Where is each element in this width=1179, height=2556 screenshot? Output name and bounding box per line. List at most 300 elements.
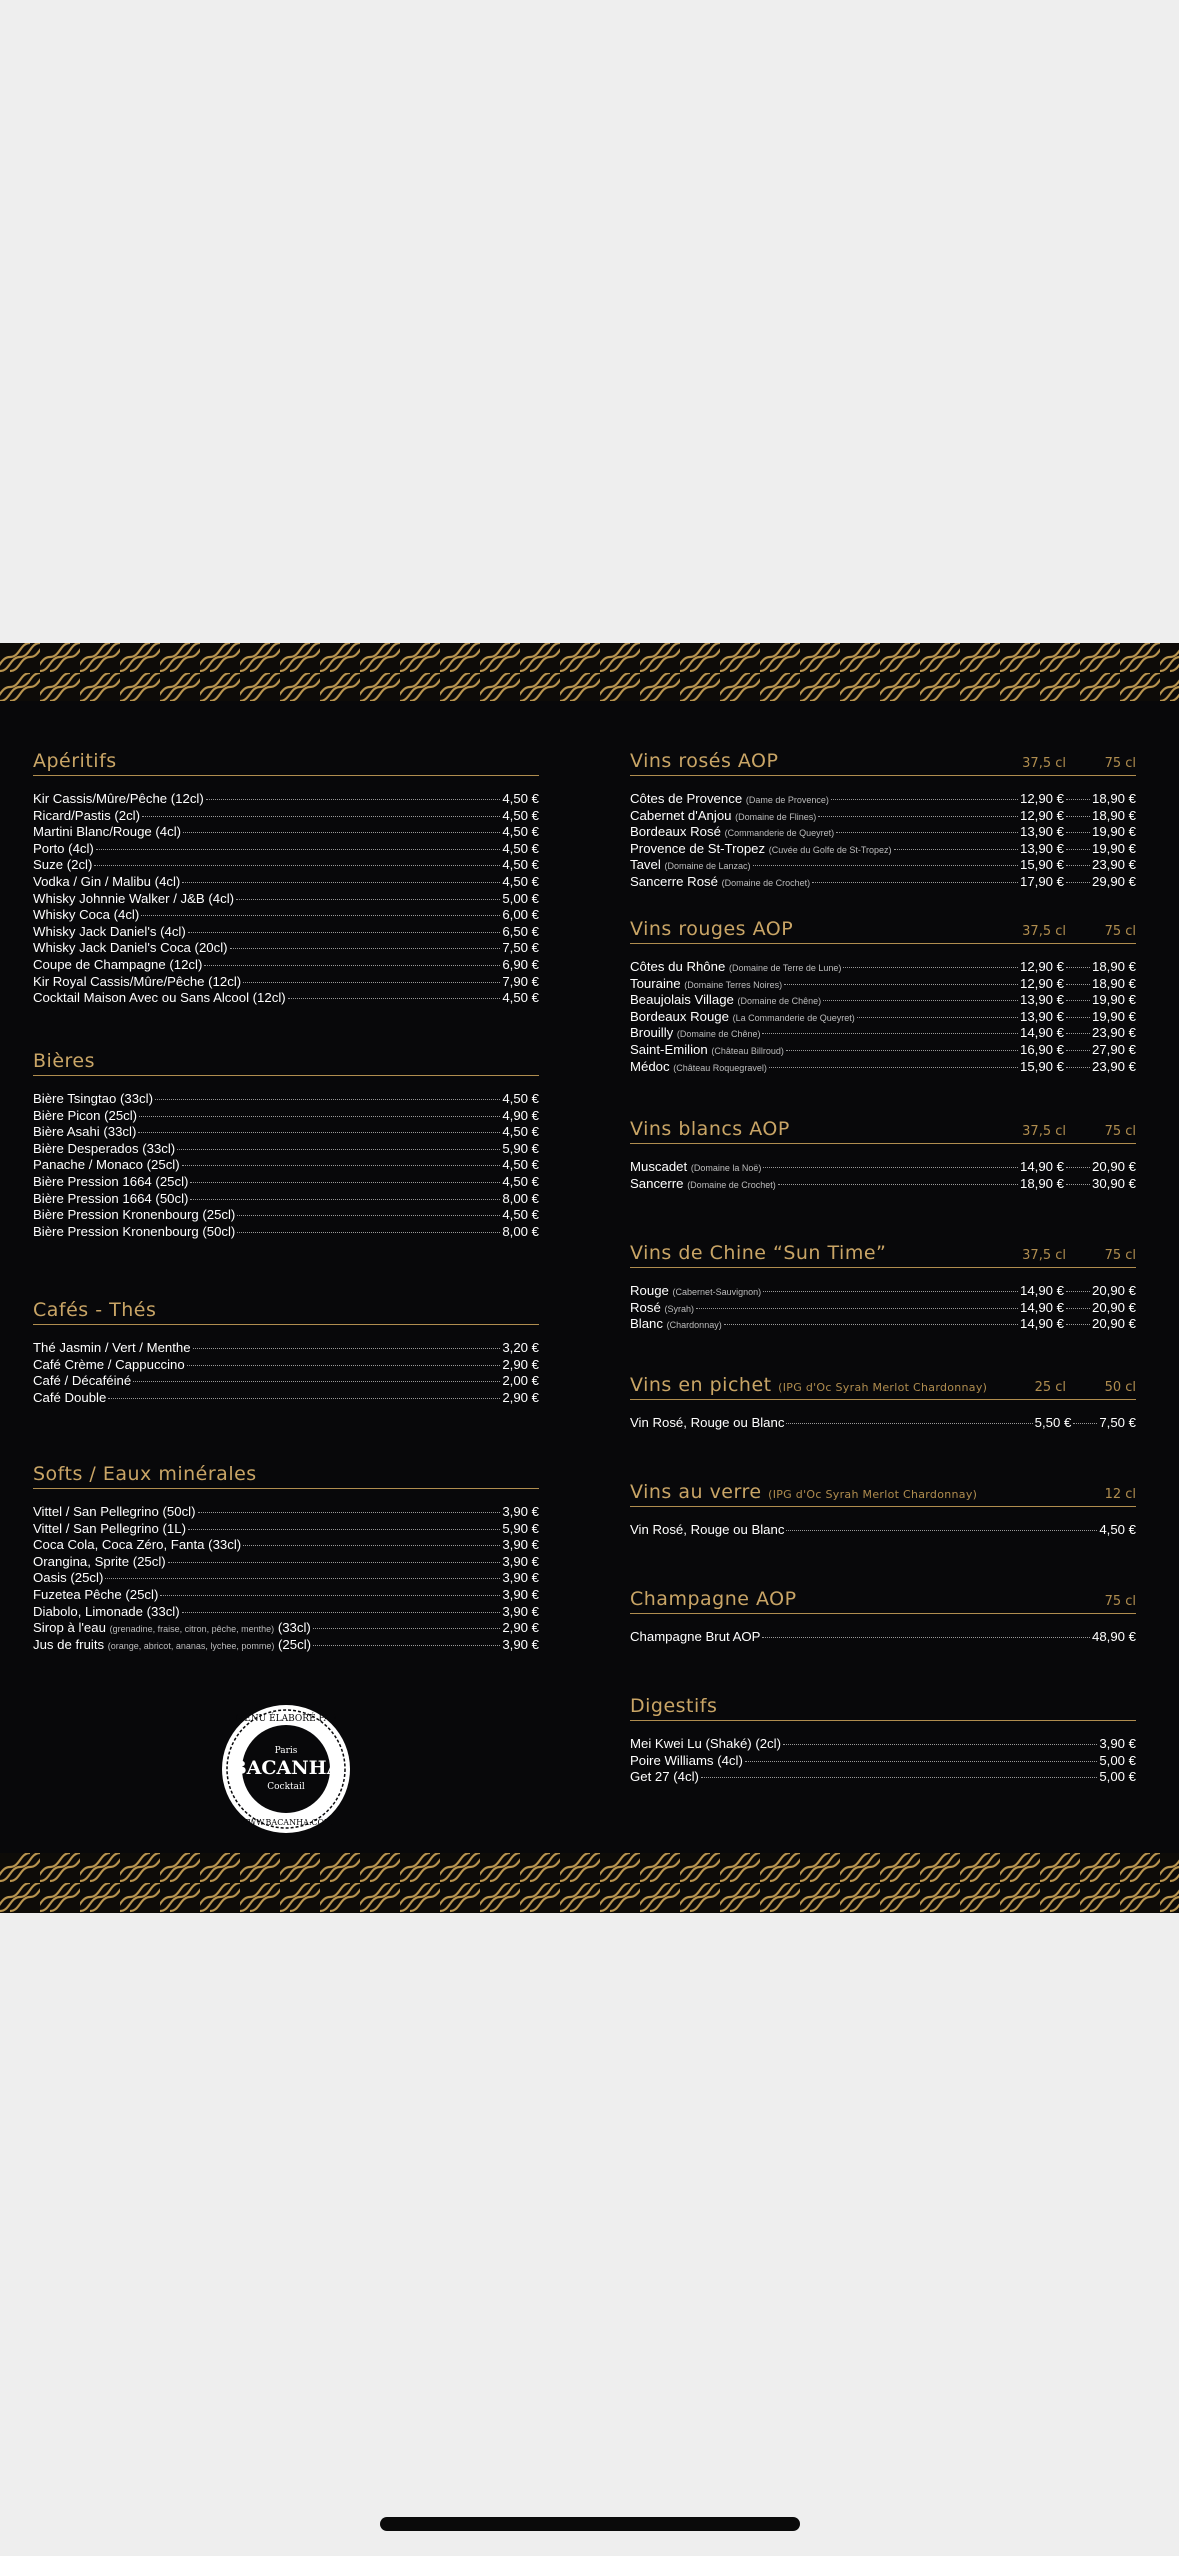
- item-price: 4,50 €: [502, 791, 539, 806]
- menu-item: [630, 1042, 1136, 1059]
- item-price: 3,90 €: [502, 1586, 539, 1602]
- item-name: [33, 940, 228, 955]
- menu-item: [630, 1025, 1136, 1042]
- item-name-text: Bière Tsingtao (33cl): [33, 1091, 153, 1106]
- dot-leader: [696, 1308, 1018, 1309]
- item-name-text: Martini Blanc/Rouge (4cl): [33, 824, 182, 840]
- section-title: Softs / Eaux minérales: [33, 1463, 257, 1485]
- item-price: 4,50 €: [502, 807, 539, 823]
- dot-leader: [236, 899, 500, 900]
- item-price: 3,90 €: [502, 1603, 539, 1619]
- column-size-1: 37,5 cl: [1022, 756, 1066, 771]
- item-name-text: Bière Pression Kronenbourg (25cl): [33, 1207, 236, 1223]
- item-name-text: Vin Rosé, Rouge ou Blanc: [630, 1522, 785, 1537]
- item-name-text: Get 27 (4cl): [630, 1769, 699, 1785]
- wave-pattern-bottom: [0, 1853, 1179, 1913]
- item-name: [33, 1091, 153, 1106]
- item-price-small: 12,90 €: [1020, 959, 1064, 974]
- section-title: [630, 750, 778, 772]
- item-suffix: (33cl): [274, 1620, 311, 1636]
- menu-item: [33, 1124, 539, 1141]
- dot-leader: [836, 832, 1018, 833]
- column-size-2: 75 cl: [1104, 1594, 1136, 1609]
- item-price: 6,90 €: [502, 956, 539, 972]
- item-price-large: 23,90 €: [1092, 857, 1136, 873]
- menu-section: [630, 1239, 1136, 1333]
- menu-item: [33, 1554, 539, 1571]
- item-price: 4,50 €: [502, 1173, 539, 1189]
- item-name: [630, 1316, 722, 1331]
- item-note: (Cuvée du Golfe de St-Tropez): [768, 844, 892, 855]
- section-title-text: Champagne AOP: [630, 1588, 797, 1610]
- item-price: 3,90 €: [502, 1553, 539, 1569]
- item-name: [33, 1587, 158, 1602]
- logo-ring-text: MENU ÉLABORÉ PAR: [234, 1714, 338, 1724]
- item-name-text: Provence de St-Tropez: [630, 840, 766, 856]
- dot-leader: [160, 1595, 500, 1596]
- menu-section: [33, 1047, 539, 1240]
- item-name-text: Café Double: [33, 1389, 107, 1405]
- section-header: [630, 1115, 1136, 1144]
- item-price: 4,50 €: [502, 1157, 539, 1173]
- item-name-text: Whisky Jack Daniel's Coca (20cl): [33, 940, 228, 956]
- dot-leader: [786, 1530, 1097, 1531]
- logo-name: BACANHA: [230, 1757, 342, 1779]
- column-size-2: 50 cl: [1104, 1380, 1136, 1395]
- item-name-text: Cocktail Maison Avec ou Sans Alcool (12cl): [33, 990, 286, 1006]
- item-price: 2,90 €: [502, 1389, 539, 1405]
- item-note: (Dame de Provence): [745, 795, 829, 805]
- item-name-text: Rouge: [630, 1283, 669, 1298]
- dot-leader: [133, 1381, 500, 1382]
- dot-leader: [778, 1184, 1018, 1185]
- menu-item: [33, 1504, 539, 1521]
- item-name-text: Saint-Emilion: [630, 1041, 708, 1057]
- item-price: 4,50 €: [502, 1124, 539, 1140]
- dot-leader: [206, 799, 501, 800]
- dot-leader: [786, 1423, 1032, 1424]
- item-name-text: Café / Décaféiné: [33, 1373, 132, 1389]
- item-name-text: Whisky Johnnie Walker / J&B (4cl): [33, 890, 235, 906]
- dot-leader: [1073, 1423, 1097, 1424]
- item-name-text: Coca Cola, Coca Zéro, Fanta (33cl): [33, 1537, 242, 1553]
- item-name: [630, 1300, 694, 1315]
- dot-leader: [857, 1017, 1018, 1018]
- item-name: [33, 1373, 131, 1388]
- dot-leader: [138, 1132, 500, 1133]
- item-name: [33, 1390, 106, 1405]
- item-name: [630, 857, 751, 872]
- logo-url: WWW.BACANHA.COM: [239, 1818, 333, 1827]
- menu-item: [33, 990, 539, 1007]
- menu-item: [630, 1059, 1136, 1076]
- item-name-text: Touraine: [630, 975, 681, 991]
- menu-item: [33, 1207, 539, 1224]
- dot-leader: [701, 1777, 1097, 1778]
- item-price-large: 19,90 €: [1092, 840, 1136, 856]
- item-price-small: 14,90 €: [1020, 1159, 1064, 1174]
- menu-item: [33, 1340, 539, 1357]
- dot-leader: [177, 1149, 500, 1150]
- menu-item: [630, 1629, 1136, 1646]
- item-name-text: Sancerre: [630, 1175, 684, 1191]
- dot-leader: [894, 849, 1018, 850]
- menu-section: [33, 747, 539, 1007]
- menu-section: [630, 915, 1136, 1075]
- item-price: 3,90 €: [502, 1570, 539, 1586]
- section-title-text: Vins rosés AOP: [630, 750, 779, 772]
- item-price-large: 5,00 €: [1099, 1769, 1136, 1785]
- dot-leader: [1066, 1308, 1090, 1309]
- item-note: (Domaine de Flines): [735, 811, 817, 822]
- item-price-large: 27,90 €: [1092, 1041, 1136, 1057]
- item-name-text: Kir Cassis/Mûre/Pêche (12cl): [33, 791, 204, 806]
- menu-item: [33, 1108, 539, 1125]
- item-name-text: Bière Picon (25cl): [33, 1107, 138, 1123]
- dot-leader: [1066, 1324, 1090, 1325]
- menu-item: [33, 1537, 539, 1554]
- item-note: (Domaine de Chêne): [737, 996, 822, 1007]
- item-price-small: 12,90 €: [1020, 975, 1064, 991]
- item-name: [630, 1629, 760, 1644]
- item-name: [33, 1141, 175, 1156]
- section-subtitle: (IPG d'Oc Syrah Merlot Chardonnay): [768, 1488, 978, 1501]
- menu-image: [0, 643, 1179, 1913]
- item-name: [33, 824, 181, 839]
- menu-item: [33, 808, 539, 825]
- menu-item: [630, 1009, 1136, 1026]
- section-header: [630, 915, 1136, 944]
- item-name: [33, 808, 140, 823]
- item-price-large: 4,50 €: [1099, 1522, 1136, 1537]
- item-note: (Domaine de Crochet): [721, 877, 811, 888]
- item-name-text: Côtes du Rhône: [630, 959, 726, 974]
- dot-leader: [753, 865, 1018, 866]
- item-price: 4,50 €: [502, 840, 539, 856]
- menu-item: [630, 857, 1136, 874]
- item-name-text: Sancerre Rosé: [630, 873, 718, 889]
- item-name: [33, 1570, 103, 1585]
- dot-leader: [843, 967, 1018, 968]
- menu-item: [33, 1157, 539, 1174]
- dot-leader: [1066, 1033, 1090, 1034]
- column-size-1: 37,5 cl: [1022, 924, 1066, 939]
- item-price-large: 5,00 €: [1099, 1752, 1136, 1768]
- dot-leader: [784, 984, 1018, 985]
- item-name-text: Vittel / San Pellegrino (1L): [33, 1520, 186, 1536]
- item-name: [33, 1554, 166, 1569]
- item-name-text: Bière Pression Kronenbourg (50cl): [33, 1223, 236, 1239]
- item-note: (Syrah): [664, 1303, 694, 1314]
- item-name: [630, 1522, 784, 1537]
- section-header: [630, 1239, 1136, 1268]
- item-name-text: Blanc: [630, 1316, 663, 1332]
- item-price: 5,00 €: [502, 890, 539, 906]
- dot-leader: [1066, 865, 1090, 866]
- item-note: (Domaine de Lanzac): [664, 861, 751, 872]
- item-name: [33, 1174, 188, 1189]
- item-name: [630, 791, 829, 806]
- item-note: (Domaine de Chêne): [676, 1029, 761, 1040]
- dot-leader: [188, 932, 501, 933]
- item-price-small: 18,90 €: [1020, 1175, 1064, 1191]
- menu-item: [630, 808, 1136, 825]
- item-name-text: Kir Royal Cassis/Mûre/Pêche (12cl): [33, 973, 242, 989]
- item-name: [630, 976, 782, 991]
- item-price-small: 13,90 €: [1020, 824, 1064, 840]
- section-header: [630, 1585, 1136, 1614]
- menu-item: [33, 891, 539, 908]
- menu-item: [33, 957, 539, 974]
- menu-item: [33, 841, 539, 858]
- dot-leader: [105, 1578, 500, 1579]
- menu-item: [33, 1521, 539, 1538]
- dot-leader: [94, 865, 500, 866]
- section-title-text: Vins en pichet: [630, 1374, 772, 1396]
- item-price-large: 18,90 €: [1092, 975, 1136, 991]
- section-header: [33, 1047, 539, 1076]
- item-price-small: 14,90 €: [1020, 1316, 1064, 1332]
- item-name: [630, 1025, 760, 1040]
- item-name: [630, 1159, 761, 1174]
- menu-section: [630, 1371, 1136, 1432]
- menu-item: [33, 1224, 539, 1241]
- item-name-text: Vittel / San Pellegrino (50cl): [33, 1504, 196, 1519]
- item-name: [33, 1108, 137, 1123]
- item-price-small: 13,90 €: [1020, 1008, 1064, 1024]
- item-name-text: Médoc: [630, 1058, 670, 1074]
- bacanha-logo: [218, 1701, 354, 1837]
- menu-item: [33, 1091, 539, 1108]
- menu-section: [630, 1692, 1136, 1786]
- section-title: [630, 1588, 797, 1610]
- section-title: [630, 1695, 717, 1717]
- item-note: (Commanderie de Queyret): [724, 828, 835, 839]
- item-price-small: 14,90 €: [1020, 1025, 1064, 1041]
- menu-item: [630, 1176, 1136, 1193]
- item-name: [33, 1637, 311, 1652]
- home-indicator[interactable]: [380, 2517, 800, 2531]
- item-price-large: 20,90 €: [1092, 1283, 1136, 1298]
- dot-leader: [1066, 1050, 1090, 1051]
- menu-section: [630, 1478, 1136, 1539]
- menu-section: [630, 747, 1136, 891]
- item-name: [33, 1157, 180, 1172]
- item-price: 2,00 €: [502, 1373, 539, 1389]
- section-header: [630, 1478, 1136, 1507]
- menu-item: [33, 874, 539, 891]
- item-price-small: 16,90 €: [1020, 1041, 1064, 1057]
- item-name: [33, 907, 139, 922]
- menu-item: [33, 824, 539, 841]
- column-size-2: 12 cl: [1104, 1487, 1136, 1502]
- menu-item: [630, 1300, 1136, 1317]
- menu-item: [33, 1587, 539, 1604]
- dot-leader: [96, 849, 501, 850]
- dot-leader: [1066, 849, 1090, 850]
- item-name: [33, 1504, 196, 1519]
- section-title-text: Digestifs: [630, 1695, 718, 1717]
- item-name: [630, 1176, 776, 1191]
- column-size-2: 75 cl: [1104, 1124, 1136, 1139]
- item-price-large: 23,90 €: [1092, 1058, 1136, 1074]
- item-name-text: Whisky Jack Daniel's (4cl): [33, 923, 186, 939]
- item-price: 7,50 €: [502, 940, 539, 956]
- menu-item: [33, 1357, 539, 1374]
- item-name: [33, 891, 234, 906]
- item-name-text: Coupe de Champagne (12cl): [33, 956, 203, 972]
- dot-leader: [188, 1529, 500, 1530]
- item-name: [33, 1124, 136, 1139]
- item-price-large: 18,90 €: [1092, 807, 1136, 823]
- item-name-text: Suze (2cl): [33, 857, 93, 873]
- menu-item: [630, 1769, 1136, 1786]
- item-price: 4,50 €: [502, 1091, 539, 1106]
- menu-item: [33, 791, 539, 808]
- dot-leader: [831, 799, 1018, 800]
- menu-item: [33, 924, 539, 941]
- item-name: [33, 1340, 191, 1355]
- dot-leader: [1066, 799, 1090, 800]
- item-name-text: Poire Williams (4cl): [630, 1752, 743, 1768]
- menu-item: [33, 940, 539, 957]
- dot-leader: [762, 1637, 1090, 1638]
- item-name-text: Cabernet d'Anjou: [630, 807, 732, 823]
- item-name-text: Whisky Coca (4cl): [33, 907, 140, 923]
- column-size-2: 75 cl: [1104, 924, 1136, 939]
- item-price: 8,00 €: [502, 1223, 539, 1239]
- item-note: (La Commanderie de Queyret): [732, 1012, 855, 1023]
- item-price: 4,50 €: [502, 873, 539, 889]
- item-price-large: 20,90 €: [1092, 1299, 1136, 1315]
- item-name-text: Mei Kwei Lu (Shaké) (2cl): [630, 1736, 781, 1751]
- menu-item: [33, 1604, 539, 1621]
- dot-leader: [1066, 882, 1090, 883]
- menu-item: [33, 974, 539, 991]
- item-name: [630, 808, 816, 823]
- menu-item: [630, 1415, 1136, 1432]
- section-header: [33, 1296, 539, 1325]
- item-name: [33, 1521, 186, 1536]
- item-name: [630, 1283, 761, 1298]
- item-name-text: Côtes de Provence: [630, 791, 743, 806]
- item-name: [33, 1357, 185, 1372]
- item-price: 3,90 €: [502, 1636, 539, 1652]
- item-price-small: 14,90 €: [1020, 1299, 1064, 1315]
- item-name: [630, 824, 834, 839]
- item-note: (Domaine Terres Noires): [684, 979, 783, 990]
- item-price: 2,90 €: [502, 1620, 539, 1636]
- item-price: 3,90 €: [502, 1504, 539, 1519]
- item-name-text: Jus de fruits: [33, 1636, 105, 1652]
- item-note: (Château Billroud): [711, 1045, 784, 1056]
- item-note: (Domaine la Noë): [690, 1163, 762, 1173]
- menu-item: [630, 1316, 1136, 1333]
- item-name-text: Bière Asahi (33cl): [33, 1124, 137, 1140]
- item-price-large: 20,90 €: [1092, 1159, 1136, 1174]
- menu-item: [630, 1283, 1136, 1300]
- dot-leader: [313, 1645, 500, 1646]
- menu-item: [630, 959, 1136, 976]
- item-name-text: Orangina, Sprite (25cl): [33, 1553, 166, 1569]
- item-name: [33, 990, 286, 1005]
- item-price-large: 18,90 €: [1092, 791, 1136, 806]
- dot-leader: [190, 1199, 500, 1200]
- dot-leader: [183, 832, 500, 833]
- dot-leader: [313, 1628, 501, 1629]
- dot-leader: [237, 1232, 500, 1233]
- item-price: 4,50 €: [502, 857, 539, 873]
- item-price: 5,90 €: [502, 1520, 539, 1536]
- section-header: [33, 747, 539, 776]
- wave-pattern-top: [0, 643, 1179, 701]
- menu-item: [630, 1522, 1136, 1539]
- column-size-1: 37,5 cl: [1022, 1124, 1066, 1139]
- dot-leader: [243, 1545, 500, 1546]
- menu-section: [33, 1296, 539, 1406]
- item-name-text: Muscadet: [630, 1159, 688, 1174]
- dot-leader: [155, 1099, 500, 1100]
- dot-leader: [1066, 816, 1090, 817]
- dot-leader: [745, 1761, 1097, 1762]
- item-name: [630, 1736, 781, 1751]
- item-name-text: Vodka / Gin / Malibu (4cl): [33, 873, 181, 889]
- menu-section: [33, 1460, 539, 1653]
- section-header: [630, 1371, 1136, 1400]
- item-name-text: Beaujolais Village: [630, 992, 734, 1008]
- dot-leader: [763, 1167, 1018, 1168]
- dot-leader: [1066, 1067, 1090, 1068]
- dot-leader: [1066, 1167, 1090, 1168]
- item-name: [630, 992, 821, 1007]
- item-name: [630, 959, 841, 974]
- menu-item: [33, 907, 539, 924]
- item-suffix: (25cl): [274, 1636, 312, 1652]
- menu-item: [630, 1736, 1136, 1753]
- item-note: (grenadine, fraise, citron, pêche, menthe): [109, 1624, 275, 1635]
- item-name-text: Bordeaux Rouge: [630, 1008, 729, 1024]
- item-price-small: 15,90 €: [1020, 857, 1064, 873]
- menu-section: [630, 1115, 1136, 1192]
- item-name-text: Panache / Monaco (25cl): [33, 1157, 180, 1173]
- item-price-large: 23,90 €: [1092, 1025, 1136, 1041]
- item-name: [630, 1415, 784, 1430]
- item-name-text: Bière Pression 1664 (25cl): [33, 1173, 189, 1189]
- item-name: [33, 974, 241, 989]
- item-name: [630, 1059, 767, 1074]
- item-price-small: 13,90 €: [1020, 992, 1064, 1008]
- section-header: [630, 1692, 1136, 1721]
- item-price: 4,90 €: [502, 1107, 539, 1123]
- section-subtitle: (IPG d'Oc Syrah Merlot Chardonnay): [778, 1381, 988, 1394]
- menu-item: [33, 1390, 539, 1407]
- section-title-text: Vins au verre: [630, 1481, 762, 1503]
- item-note: (Domaine de Terre de Lune): [728, 963, 842, 973]
- item-name-text: Bière Pression 1664 (50cl): [33, 1190, 189, 1206]
- item-price-small: 5,50 €: [1034, 1415, 1072, 1430]
- menu-item: [33, 1570, 539, 1587]
- dot-leader: [182, 882, 500, 883]
- dot-leader: [1066, 984, 1090, 985]
- item-name: [33, 874, 180, 889]
- dot-leader: [230, 948, 501, 949]
- menu-item: [33, 1620, 539, 1637]
- dot-leader: [182, 1612, 501, 1613]
- dot-leader: [1066, 1000, 1090, 1001]
- item-name-text: Tavel: [630, 857, 661, 873]
- dot-leader: [724, 1324, 1018, 1325]
- menu-item: [630, 976, 1136, 993]
